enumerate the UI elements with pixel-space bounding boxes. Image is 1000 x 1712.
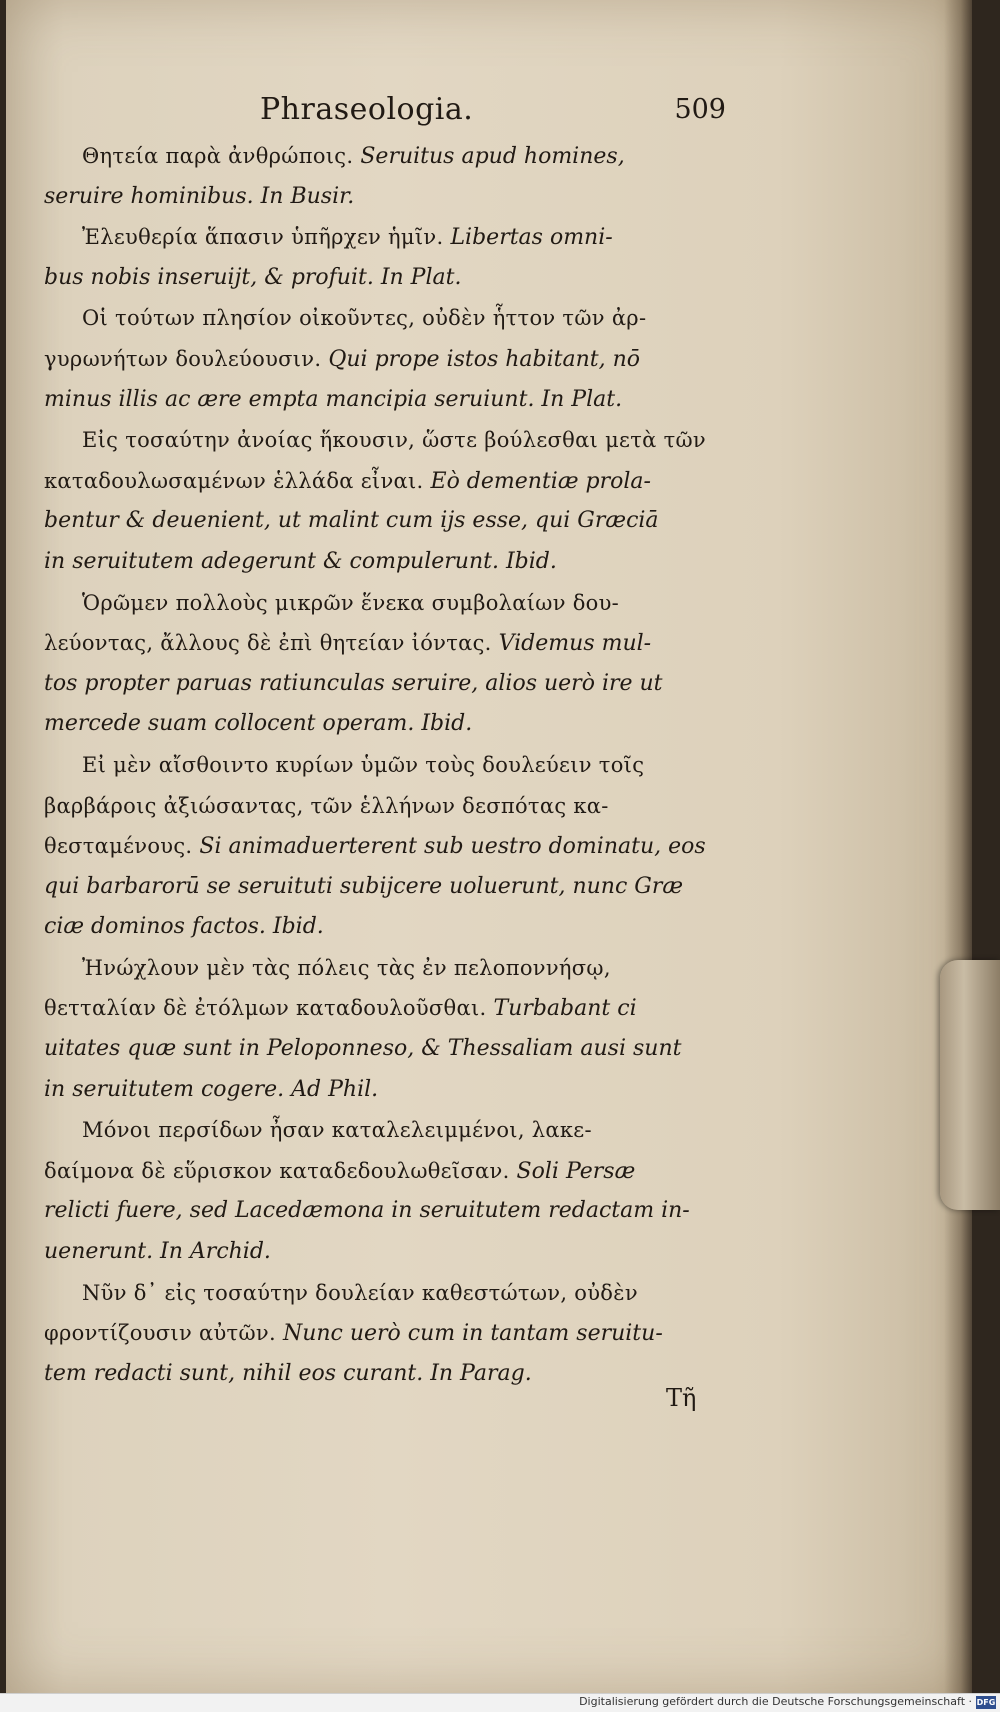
latin-translation: tem redacti sunt, nihil eos curant. In Parag. (44, 1360, 532, 1386)
text-line (44, 217, 716, 258)
greek-phrase: Νῦν δ᾽ εἰς τοσαύτην δουλείαν καθεστώτων, οὐδὲν (82, 1280, 638, 1305)
text-line (44, 1273, 716, 1314)
greek-phrase: Ἐλευθερία ἅπασιν ὑπῆρχεν ἡμῖν. (82, 225, 444, 250)
latin-translation: bentur & deuenient, ut malint cum ijs esse, qui Græciā (44, 508, 659, 534)
latin-translation: seruire hominibus. In Busir. (44, 183, 355, 209)
latin-translation: Turbabant ci (486, 996, 637, 1022)
text-line (44, 1232, 716, 1273)
latin-translation: Libertas omni- (443, 225, 613, 251)
dfg-logo-icon: DFG (976, 1698, 996, 1707)
latin-translation: bus nobis inseruijt, & profuit. In Plat. (44, 264, 462, 290)
text-line (44, 1151, 716, 1192)
greek-phrase: Εἰ μὲν αἴσθοιντο κυρίων ὑμῶν τοὺς δουλεύειν τοῖς (82, 752, 645, 777)
greek-phrase: Ὁρῶμεν πολλοὺς μικρῶν ἕνεκα συμβολαίων δου- (82, 590, 620, 615)
running-head (44, 92, 724, 136)
greek-phrase: δαίμονα δὲ εὕρισκον καταδεδουλωθεῖσαν. (44, 1158, 510, 1183)
page-edge-shadow (944, 0, 972, 1694)
greek-phrase: θετταλίαν δὲ ἐτόλμων καταδουλοῦσθαι. (44, 996, 487, 1021)
catchword: Τῆ (666, 1384, 697, 1412)
latin-translation: Qui prope istos habitant, nō (321, 346, 640, 372)
text-line (44, 136, 716, 177)
greek-phrase: Εἰς τοσαύτην ἀνοίας ἥκουσιν, ὥστε βούλεσθαι μετὰ τῶν (82, 428, 706, 453)
latin-translation: ciæ dominos factos. Ibid. (44, 914, 324, 940)
body-text (44, 136, 716, 1394)
text-line (44, 867, 716, 908)
text-line (44, 826, 716, 867)
greek-phrase: Μόνοι περσίδων ἦσαν καταλελειμμένοι, λακε- (82, 1118, 592, 1143)
latin-translation: Seruitus apud homines, (353, 144, 625, 169)
text-line (44, 420, 716, 461)
text-line (44, 542, 716, 583)
greek-phrase: φροντίζουσιν αὐτῶν. (44, 1321, 276, 1346)
greek-phrase: καταδουλωσαμένων ἑλλάδα εἶναι. (44, 468, 424, 493)
greek-phrase: θεσταμένους. (44, 834, 193, 859)
greek-phrase: Θητεία παρὰ ἀνθρώποις. (82, 144, 354, 168)
text-line (44, 664, 716, 705)
greek-phrase: Ἠνώχλουν μὲν τὰς πόλεις τὰς ἐν πελοποννήσῳ, (82, 955, 611, 980)
text-line (44, 1313, 716, 1354)
text-line (44, 1029, 716, 1070)
latin-translation: uitates quæ sunt in Peloponneso, & Thessaliam ausi sunt (44, 1036, 682, 1062)
greek-phrase: γυρωνήτων δουλεύουσιν. (44, 346, 322, 371)
greek-phrase: Οἱ τούτων πλησίον οἰκοῦντες, οὐδὲν ἧττον τῶν ἀρ- (82, 306, 647, 331)
digitization-footer (0, 1693, 1000, 1712)
greek-phrase: βαρβάροις ἀξιώσαντας, τῶν ἑλλήνων δεσπότας κα- (44, 793, 609, 818)
latin-translation: minus illis ac ære empta mancipia seruiunt. In Plat. (44, 386, 623, 412)
text-line (44, 907, 716, 948)
latin-translation: relicti fuere, sed Lacedæmona in seruitutem redactam in- (44, 1198, 690, 1224)
text-line (44, 1191, 716, 1232)
latin-translation: Soli Persæ (509, 1158, 636, 1184)
text-line (44, 501, 716, 542)
greek-phrase: λεύοντας, ἄλλους δὲ ἐπὶ θητείαν ἰόντας. (44, 631, 492, 656)
footer-credit: Digitalisierung gefördert durch die Deutsche Forschungsgemeinschaft · (579, 1695, 972, 1708)
latin-translation: in seruitutem adegerunt & compulerunt. Ibid. (44, 548, 557, 574)
text-line (44, 339, 716, 380)
latin-translation: qui barbarorū se seruituti subijcere uoluerunt, nunc Græ (44, 873, 684, 899)
page-number: 509 (674, 94, 726, 125)
text-line (44, 1354, 716, 1395)
latin-translation: mercede suam collocent operam. Ibid. (44, 711, 473, 737)
text-line (44, 380, 716, 421)
latin-translation: tos propter paruas ratiunculas seruire, alios uerò ire ut (44, 670, 663, 696)
latin-translation: uenerunt. In Archid. (44, 1239, 271, 1265)
latin-translation: in seruitutem cogere. Ad Phil. (44, 1076, 379, 1102)
text-line (44, 948, 716, 989)
text-line (44, 298, 716, 339)
latin-translation: Eò dementiæ prola- (423, 468, 651, 494)
text-line (44, 461, 716, 502)
book-clasp (940, 960, 1000, 1210)
text-line (44, 1070, 716, 1111)
latin-translation: Videmus mul- (491, 631, 652, 657)
latin-translation: Si animaduerterent sub uestro dominatu, eos (192, 834, 706, 860)
text-line (44, 177, 716, 218)
text-line (44, 988, 716, 1029)
text-line (44, 258, 716, 299)
latin-translation: Nunc uerò cum in tantam seruitu- (275, 1321, 663, 1347)
text-line (44, 623, 716, 664)
text-line (44, 583, 716, 624)
text-line (44, 745, 716, 786)
text-line (44, 1110, 716, 1151)
running-title: Phraseologia. (260, 92, 474, 127)
text-line (44, 704, 716, 745)
text-line (44, 786, 716, 827)
